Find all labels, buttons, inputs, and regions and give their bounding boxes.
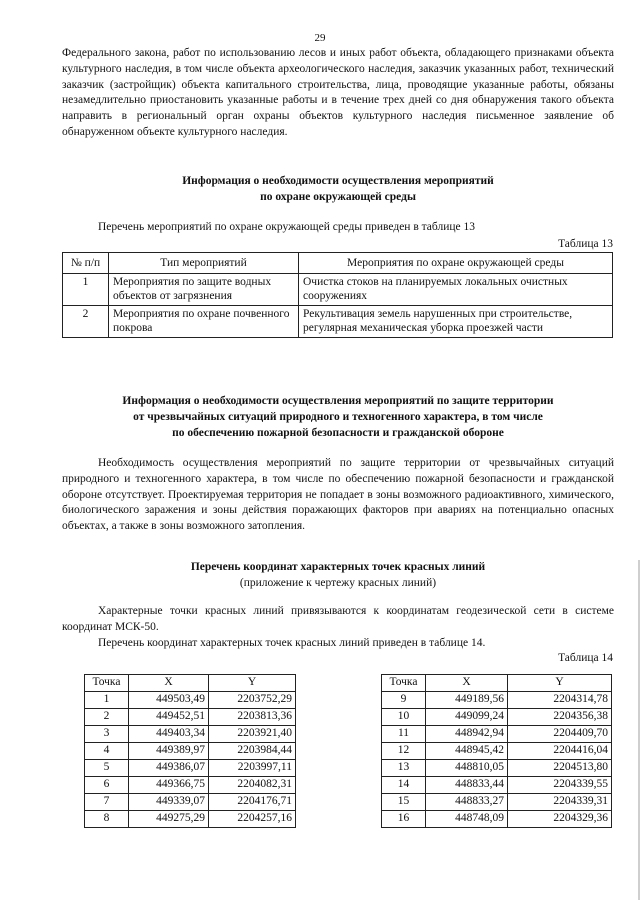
point-id: 3 bbox=[85, 726, 129, 743]
table13-caption: Таблица 13 bbox=[558, 238, 613, 250]
column-header-point: Точка bbox=[382, 675, 426, 692]
coordinates-table-left bbox=[84, 674, 296, 828]
coord-y: 2204356,38 bbox=[508, 709, 612, 726]
coord-y: 2204082,31 bbox=[209, 777, 296, 794]
coord-x: 448945,42 bbox=[426, 743, 508, 760]
emergency-heading bbox=[62, 394, 614, 441]
coord-x: 449339,07 bbox=[129, 794, 209, 811]
table-row bbox=[85, 777, 296, 794]
coord-y: 2204329,36 bbox=[508, 811, 612, 828]
table-row bbox=[63, 274, 613, 306]
coord-y: 2203921,40 bbox=[209, 726, 296, 743]
table-row bbox=[85, 692, 296, 709]
column-header-number: № п/п bbox=[63, 253, 109, 274]
coord-x: 449275,29 bbox=[129, 811, 209, 828]
coord-x: 448833,44 bbox=[426, 777, 508, 794]
page-number: 29 bbox=[314, 32, 326, 44]
row-measure: Рекультивация земель нарушенных при строительстве, регулярная механическая уборка проезжей части bbox=[299, 306, 613, 338]
column-header-point: Точка bbox=[85, 675, 129, 692]
coord-x: 449366,75 bbox=[129, 777, 209, 794]
point-id: 7 bbox=[85, 794, 129, 811]
emergency-paragraph: Необходимость осуществления мероприятий по защите территории от чрезвычайных ситуаций природного и техногенного характера, в том числе по обеспечению пожарной безопасности и гражданской обороне отсутствует. Проектируемая территория не попадает в зоны возможного радиоактивного, химического, биологического заражения и зоны действия поражающих факторов при авариях на потенциально опасных объектах, а также в зоны возможного затопления. bbox=[62, 457, 614, 533]
row-number: 1 bbox=[63, 274, 109, 306]
coord-x: 449099,24 bbox=[426, 709, 508, 726]
point-id: 6 bbox=[85, 777, 129, 794]
point-id: 2 bbox=[85, 709, 129, 726]
coordinates-table-right bbox=[381, 674, 612, 828]
table-row bbox=[85, 794, 296, 811]
coord-x: 448833,27 bbox=[426, 794, 508, 811]
table-row bbox=[382, 743, 612, 760]
coord-x: 449386,07 bbox=[129, 760, 209, 777]
row-number: 2 bbox=[63, 306, 109, 338]
row-measure: Очистка стоков на планируемых локальных очистных сооружениях bbox=[299, 274, 613, 306]
coord-x: 449403,34 bbox=[129, 726, 209, 743]
column-header-y: Y bbox=[508, 675, 612, 692]
point-id: 9 bbox=[382, 692, 426, 709]
table-row bbox=[85, 743, 296, 760]
environment-heading bbox=[62, 174, 614, 206]
column-header-x: X bbox=[426, 675, 508, 692]
table-row bbox=[382, 794, 612, 811]
environment-text: Перечень мероприятий по охране окружающей среды приведен в таблице 13 bbox=[98, 221, 476, 233]
table-header-row bbox=[382, 675, 612, 692]
point-id: 14 bbox=[382, 777, 426, 794]
point-id: 8 bbox=[85, 811, 129, 828]
point-id: 13 bbox=[382, 760, 426, 777]
table14-caption: Таблица 14 bbox=[558, 652, 613, 664]
coord-x: 449452,51 bbox=[129, 709, 209, 726]
coord-y: 2203752,29 bbox=[209, 692, 296, 709]
coord-y: 2203997,11 bbox=[209, 760, 296, 777]
table-row bbox=[382, 726, 612, 743]
column-header-type: Тип мероприятий bbox=[109, 253, 299, 274]
coord-y: 2203984,44 bbox=[209, 743, 296, 760]
table-row bbox=[382, 709, 612, 726]
coordinates-text2: Перечень координат характерных точек красных линий приведен в таблице 14. bbox=[98, 637, 486, 649]
point-id: 15 bbox=[382, 794, 426, 811]
environment-heading-line2: по охране окружающей среды bbox=[260, 190, 416, 203]
coordinates-subheading: (приложение к чертежу красных линий) bbox=[239, 576, 437, 589]
column-header-measures: Мероприятия по охране окружающей среды bbox=[299, 253, 613, 274]
column-header-y: Y bbox=[209, 675, 296, 692]
table-row bbox=[382, 760, 612, 777]
column-header-x: X bbox=[129, 675, 209, 692]
intro-paragraph: Федерального закона, работ по использованию лесов и иных работ объекта, обладающего признаками объекта культурного наследия, в том числе объекта археологического наследия, заказчик указанных работ, технический заказчик (застройщик) объекта капитального строительства, лица, проводящие указанные работы, обязаны незамедлительно приостановить указанные работы и в течение трех дней со дня обнаружения такого объекта направить в региональный орган охраны объектов культурного наследия письменное заявление об обнаруженном объекте культурного наследия. bbox=[62, 47, 614, 138]
coord-y: 2203813,36 bbox=[209, 709, 296, 726]
point-id: 5 bbox=[85, 760, 129, 777]
table-row bbox=[382, 811, 612, 828]
coord-x: 449503,49 bbox=[129, 692, 209, 709]
row-type: Мероприятия по охране почвенного покрова bbox=[109, 306, 299, 338]
coord-y: 2204257,16 bbox=[209, 811, 296, 828]
coord-y: 2204314,78 bbox=[508, 692, 612, 709]
point-id: 1 bbox=[85, 692, 129, 709]
coord-x: 448810,05 bbox=[426, 760, 508, 777]
coord-y: 2204513,80 bbox=[508, 760, 612, 777]
coord-x: 449389,97 bbox=[129, 743, 209, 760]
point-id: 4 bbox=[85, 743, 129, 760]
table-row bbox=[85, 726, 296, 743]
table-row bbox=[63, 306, 613, 338]
environment-heading-line1: Информация о необходимости осуществления мероприятий bbox=[182, 175, 494, 187]
coord-y: 2204416,04 bbox=[508, 743, 612, 760]
environment-measures-table bbox=[62, 252, 613, 338]
coordinates-text1: Характерные точки красных линий привязываются к координатам геодезической сети в системе координат МСК-50. bbox=[62, 605, 614, 633]
coord-y: 2204409,70 bbox=[508, 726, 612, 743]
coordinates-heading bbox=[62, 560, 614, 592]
coord-x: 449189,56 bbox=[426, 692, 508, 709]
table-row bbox=[85, 760, 296, 777]
coord-x: 448942,94 bbox=[426, 726, 508, 743]
table-row bbox=[85, 811, 296, 828]
table-header-row bbox=[85, 675, 296, 692]
coord-y: 2204339,55 bbox=[508, 777, 612, 794]
point-id: 16 bbox=[382, 811, 426, 828]
point-id: 11 bbox=[382, 726, 426, 743]
row-type: Мероприятия по защите водных объектов от загрязнения bbox=[109, 274, 299, 306]
coord-x: 448748,09 bbox=[426, 811, 508, 828]
table-row bbox=[382, 777, 612, 794]
table-header-row bbox=[63, 253, 613, 274]
emergency-heading-line2: от чрезвычайных ситуаций природного и техногенного характера, в том числе bbox=[133, 410, 543, 423]
coordinates-heading-title: Перечень координат характерных точек красных линий bbox=[190, 561, 486, 573]
table-row bbox=[85, 709, 296, 726]
point-id: 10 bbox=[382, 709, 426, 726]
table-row bbox=[382, 692, 612, 709]
coord-y: 2204339,31 bbox=[508, 794, 612, 811]
emergency-heading-line1: Информация о необходимости осуществления мероприятий по защите территории bbox=[122, 395, 554, 407]
emergency-heading-line3: по обеспечению пожарной безопасности и гражданской обороне bbox=[172, 426, 504, 439]
coord-y: 2204176,71 bbox=[209, 794, 296, 811]
point-id: 12 bbox=[382, 743, 426, 760]
